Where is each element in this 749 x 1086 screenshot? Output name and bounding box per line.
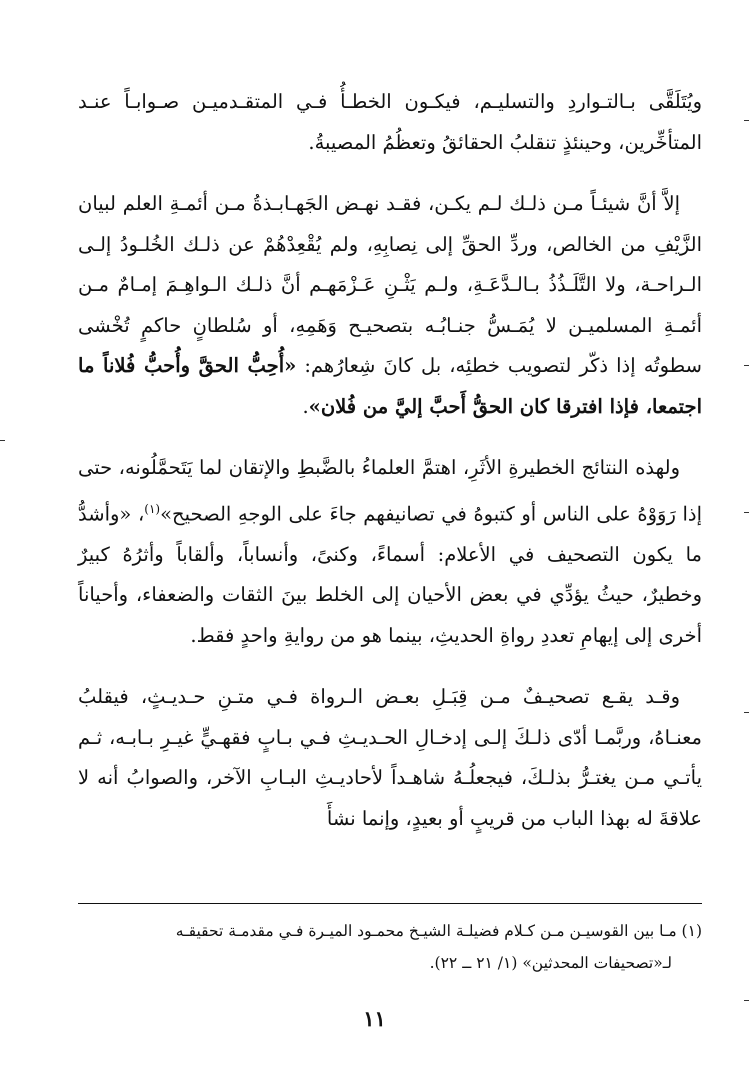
main-text bbox=[78, 82, 702, 839]
margin-tick bbox=[0, 440, 5, 441]
margin-tick bbox=[744, 120, 749, 121]
paragraph-3-text: ولهذه النتائج الخطيرةِ الأثَرِ، اهتمَّ العلماءُ بالضَّبطِ والإتقان لما يَتَحمَّلُونه، حتى إذا رَوَوْهُ على الناس أو كتبوهُ في تصانيفهم جاءَ على الوجهِ الصحيح» bbox=[78, 456, 702, 525]
paragraph-2 bbox=[78, 184, 702, 427]
paragraph-1 bbox=[78, 82, 702, 163]
margin-tick bbox=[744, 712, 749, 713]
footnote-block bbox=[78, 915, 702, 979]
page-number: ١١ bbox=[363, 1006, 386, 1031]
footnote-ref[interactable]: (١) bbox=[144, 501, 161, 516]
paragraph-1-text: ويُتَلَقَّى بـالتـواردِ والتسليـم، فيكـون الخطـأُ فـي المتقـدميـن صـوابـاً عنـد المتأخِّرين، وحينئذٍ تنقلبُ الحقائقُ وتعظُمُ المصيبةُ. bbox=[78, 90, 702, 154]
footnote-line-2: لـ«تصحيفات المحدثين» (١/ ٢١ ــ ٢٢). bbox=[429, 954, 672, 972]
paragraph-3-text-cont: ، «وأشدُّ ما يكون التصحيف في الأعلام: أسماءً، وكنىً، وأنساباً، وألقاباً وأثرُهُ كبيرٌ وخطيرٌ، حيثُ يؤدِّي في بعض الأحيان إلى الخلط بينَ الثقات والضعفاء، وأحياناً أخرى إلى إيهامِ تعددِ رواةِ الحديثِ، بينما هو من روايةِ واحدٍ فقط. bbox=[78, 502, 702, 647]
paragraph-2-quote: «أُحِبُّ الحقَّ وأُحبُّ فُلاناً ما اجتمعا، فإذا افترقا كان الحقُّ أَحبَّ إليَّ من فُلان» bbox=[78, 354, 702, 418]
margin-tick bbox=[744, 365, 749, 366]
paragraph-2-text: إلاَّ أنَّ شيئـاً مـن ذلـك لـم يكـن، فقـد نهـض الجَهـابـذةُ مـن أئمـةِ العلم لبيان الزَّيْفِ من الخالص، وردِّ الحقِّ إلى نِصابِهِ، ولم يُقْعِدْهُمْ عن ذلـك الخُلـودُ إلـى الـراحـة، ولا التَّلَـذُذُ بـالـدَّعَـةِ، ولـم يَثْـنِ عَـزْمَهـم أنَّ ذلـك الـواهِـمَ إمـامٌ مـن أئمـةِ المسلميـن لا يُمَـسُّ جنـابُـه بتصحيـح وَهَمِهِ، أو سُلطانٍ حاكمٍ تُخْشى سطوتُه إذا ذكّر لتصويب خطئِه، بل كانَ شِعارُهم: bbox=[78, 192, 702, 377]
margin-tick bbox=[744, 1000, 749, 1001]
paragraph-4-text: وقـد يقـع تصحيـفٌ مـن قِبَـلِ بعـض الـرواة فـي متـنِ حـديـثٍ، فيقلبُ معنـاهُ، وربَّمـا أدّى ذلـكَ إلـى إدخـالِ الحـديـثِ فـي بـابٍ فقهـيٍّ غيـرِ بـابـه، ثـم يأتـي مـن يغتـرُّ بذلـكَ، فيجعلُـهُ شاهـداً لأحاديـثِ البـابِ الآخر، والصوابُ أنه لا علاقةَ له بهذا الباب من قريبٍ أو بعيدٍ، وإنما نشأَ bbox=[78, 685, 702, 830]
paragraph-3 bbox=[78, 448, 702, 656]
footnote-line-1: (١) مـا بين القوسيـن مـن كـلام فضيلـة الشيـخ محمـود الميـرة فـي مقدمـة تحقيقـه bbox=[175, 922, 702, 940]
margin-tick bbox=[744, 512, 749, 513]
footnote-divider bbox=[78, 903, 702, 904]
paragraph-2-end: . bbox=[302, 394, 309, 418]
paragraph-4 bbox=[78, 677, 702, 839]
